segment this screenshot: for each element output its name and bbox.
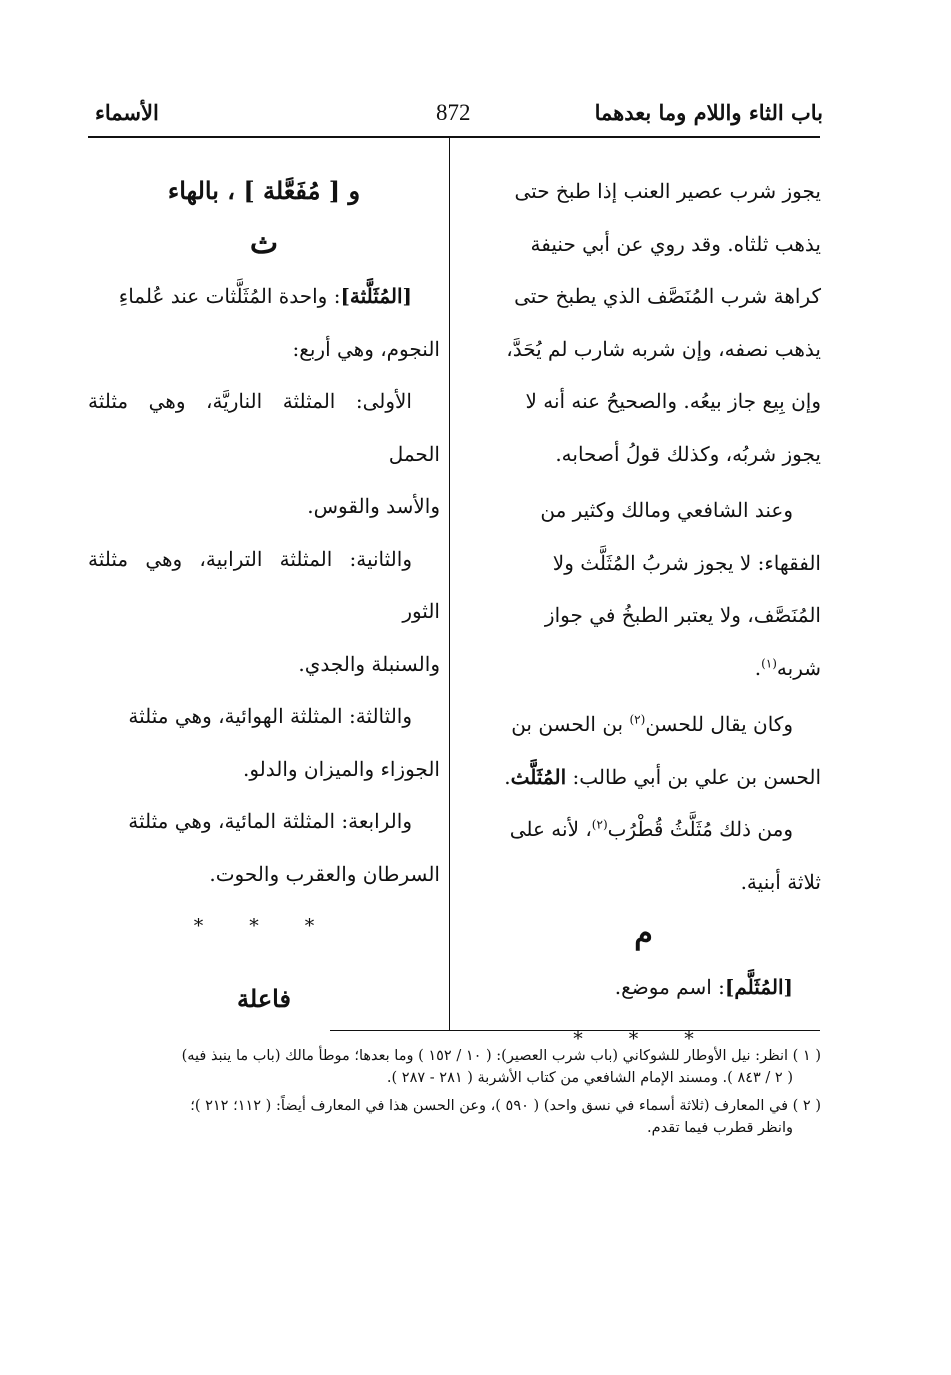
- text-segment: .: [504, 764, 511, 789]
- text-line: وإن بِيع جاز بيعُه. والصحيحُ عنه أنه لا: [525, 389, 821, 413]
- text-line: والثانية: المثلثة الترابية، وهي مثلثة الثور: [88, 546, 440, 623]
- entry: [88, 270, 440, 323]
- text-line: والرابعة: المثلثة المائية، وهي مثلثة: [128, 809, 412, 833]
- entry-text: : واحدة المُثَلَّثات عند عُلماءِ: [118, 284, 341, 308]
- column-divider: [449, 137, 450, 1030]
- text-line: ثلاثة أبنية.: [740, 869, 821, 894]
- footnote-line: ( ١ ) انظر: نيل الأوطار للشوكاني (باب شرب العصير): ( ١٠ / ١٥٢ ) وما بعدها؛ موطأ مالك (باب ما ينبذ فيه): [181, 1048, 821, 1064]
- section-letter: ث: [249, 225, 279, 261]
- running-title-right: باب الثاء واللام وما بعدهما: [594, 100, 823, 125]
- footnote-line: ( ٢ ) في المعارف (ثلاثة أسماء في نسق واحد) ( ٥٩٠ )، وعن الحسن هذا في المعارف أيضاً: ( ١١٢؛ ٢١٢ )؛: [190, 1098, 821, 1114]
- text-segment: الحسن بن علي بن أبي طالب:: [566, 764, 821, 789]
- text-segment: ومن ذلك مُثَلَّثُ قُطْرُب: [607, 817, 793, 841]
- text-line: والسنبلة والجدي.: [298, 651, 440, 676]
- text-segment: بن الحسن بن: [511, 712, 630, 736]
- text-line: الجوزاء والميزان والدلو.: [242, 756, 440, 781]
- text-line: السرطان والعقرب والحوت.: [209, 861, 440, 886]
- text-line: [466, 751, 821, 804]
- footnote-2: [121, 1095, 821, 1139]
- lemma: [المُثَلَّم]: [724, 974, 793, 999]
- text-line: يجوز شربُه، وكذلك قولُ أصحابه.: [555, 441, 821, 466]
- text-line: النجوم، وهي أربع:: [292, 336, 440, 361]
- text-line: يذهب نصفه، وإن شربه شارب لم يُحَدَّ،: [506, 336, 821, 361]
- footnote-ref: (١): [761, 655, 777, 670]
- lemma: المُثَلَّث: [510, 764, 567, 789]
- text-line: كراهة شرب المُنَصَّف الذي يطبخ حتى: [514, 284, 821, 308]
- text-line: الفقهاء: لا يجوز شربُ المُثَلَّث ولا: [552, 550, 821, 575]
- text-line: الأولى: المثلثة الناريَّة، وهي مثلثة الحمل: [88, 389, 440, 466]
- footnote-rule: [330, 1030, 820, 1031]
- right-column: [466, 165, 821, 1066]
- section-divider-stars: * * *: [193, 915, 335, 937]
- entry-text: : اسم موضع.: [614, 974, 725, 999]
- text-segment: وكان يقال للحسن: [645, 712, 793, 736]
- section-divider-stars: * * *: [573, 1028, 714, 1050]
- entry: [466, 961, 821, 1014]
- text-line: يجوز شرب عصير العنب إذا طبخ حتى: [514, 179, 821, 203]
- page-number: 872: [436, 100, 471, 125]
- footnote-ref: (٢): [591, 817, 608, 832]
- section-letter: م: [634, 916, 653, 951]
- text-segment: شربه: [776, 655, 821, 680]
- lemma: [المُثَلَّثة]: [340, 284, 412, 308]
- footnote-line: وانظر قطرب فيما تقدم.: [647, 1120, 793, 1136]
- text-segment: ، لأنه على: [509, 817, 592, 841]
- text-segment: .: [754, 655, 762, 680]
- footnote-1: [121, 1045, 821, 1089]
- text-line: [466, 803, 821, 856]
- text-line: [466, 642, 821, 695]
- left-column: [88, 165, 440, 1025]
- text-line: [466, 698, 821, 751]
- running-title-left: الأسماء: [95, 100, 159, 125]
- text-line: والثالثة: المثلثة الهوائية، وهي مثلثة: [128, 704, 412, 728]
- footnotes: [121, 1045, 821, 1145]
- next-section-heading: فاعلة: [237, 983, 291, 1013]
- text-line: والأسد والقوس.: [307, 494, 440, 518]
- text-line: يذهب ثلثاه. وقد روي عن أبي حنيفة: [530, 231, 821, 256]
- footnote-ref: (٢): [629, 712, 646, 727]
- text-line: وعند الشافعي ومالك وكثير من: [540, 498, 793, 522]
- header-rule: [88, 136, 820, 138]
- text-line: المُنَصَّف، ولا يعتبر الطبخُ في جواز: [544, 603, 821, 627]
- footnote-line: ( ٢ / ٨٤٣ ). ومسند الإمام الشافعي من كتاب الأشربة ( ٢٨١ - ٢٨٧ ).: [386, 1070, 793, 1086]
- section-heading: و [ مُفَعَّلة ] ، بالهاء: [167, 176, 361, 205]
